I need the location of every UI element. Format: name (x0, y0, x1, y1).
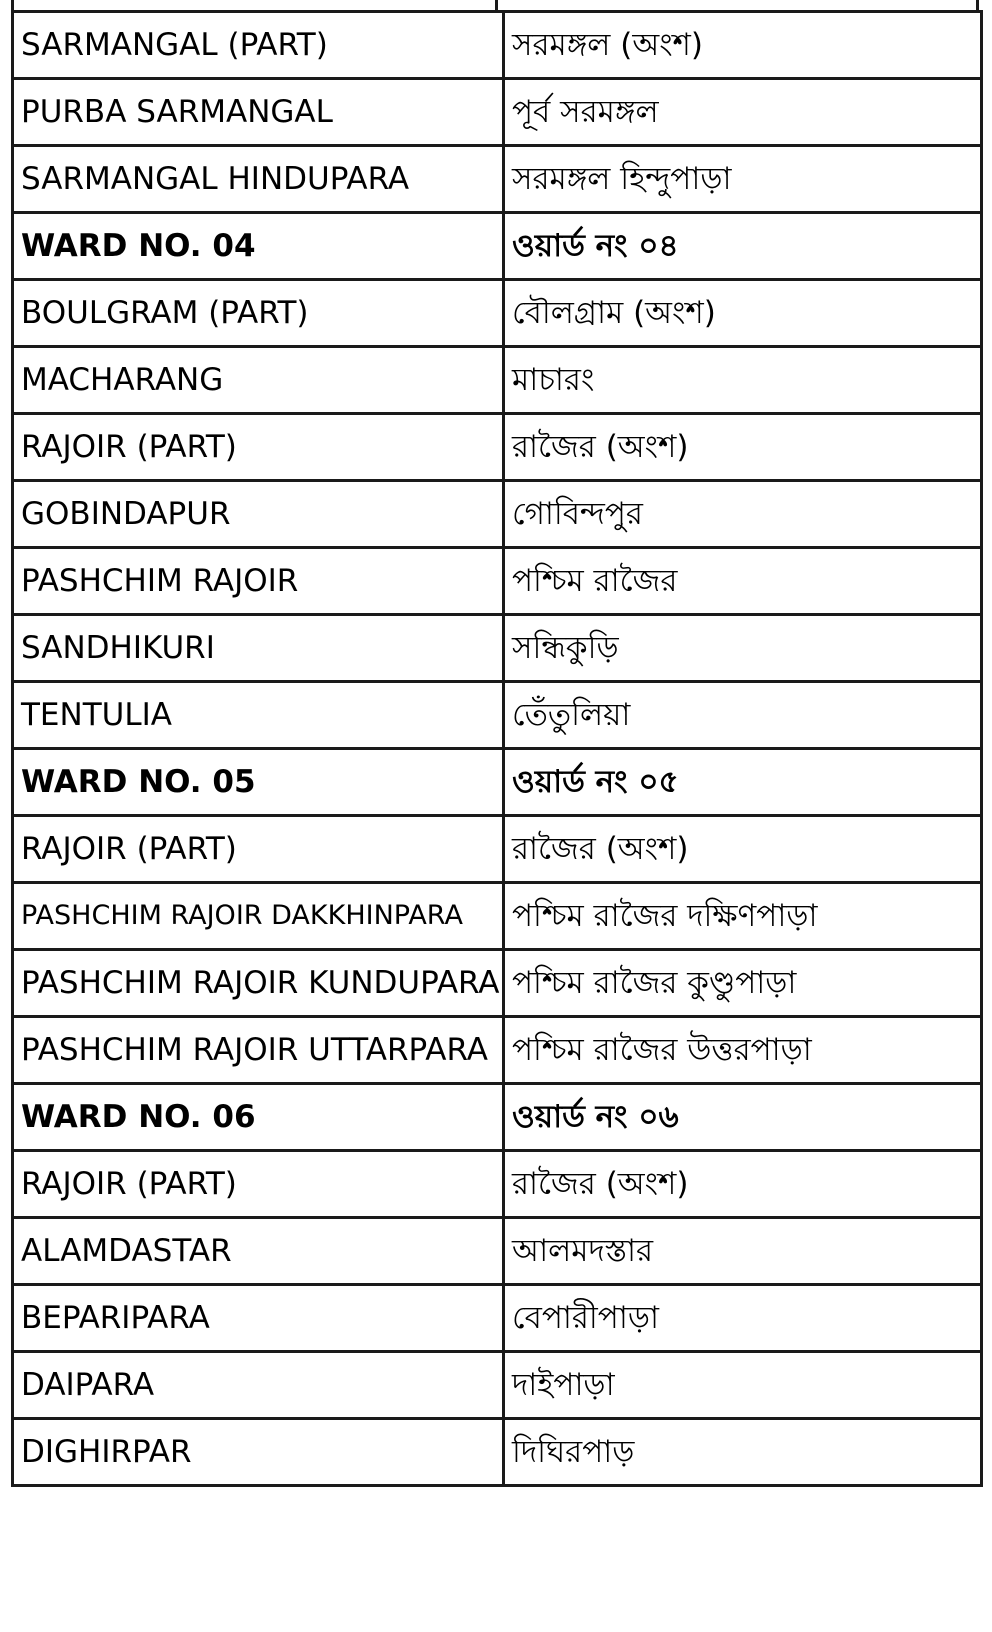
english-name-cell: RAJOIR (PART) (13, 414, 504, 481)
table-row (13, 414, 982, 481)
table-row (13, 950, 982, 1017)
bengali-name-cell: ওয়ার্ড নং ০৫ (504, 749, 982, 816)
english-name-cell: RAJOIR (PART) (13, 1151, 504, 1218)
table-row (13, 682, 982, 749)
bengali-name-cell: রাজৈর (অংশ) (504, 816, 982, 883)
table-row (13, 816, 982, 883)
bengali-name-cell: ওয়ার্ড নং ০৪ (504, 213, 982, 280)
column-rule-right (976, 0, 979, 10)
bengali-name-cell: পশ্চিম রাজৈর (504, 548, 982, 615)
english-name-cell: GOBINDAPUR (13, 481, 504, 548)
table-row (13, 615, 982, 682)
ward-header-row (13, 213, 982, 280)
bengali-name-cell: মাচারং (504, 347, 982, 414)
table-row (13, 12, 982, 79)
english-name-cell: PASHCHIM RAJOIR (13, 548, 504, 615)
english-name-cell: SANDHIKURI (13, 615, 504, 682)
bengali-name-cell: সরমঙ্গল (অংশ) (504, 12, 982, 79)
place-name-table (11, 10, 983, 1487)
table-row (13, 883, 982, 950)
bengali-name-cell: তেঁতুলিয়া (504, 682, 982, 749)
bengali-name-cell: বৌলগ্রাম (অংশ) (504, 280, 982, 347)
table-row (13, 347, 982, 414)
english-name-cell: PASHCHIM RAJOIR UTTARPARA (13, 1017, 504, 1084)
english-name-cell: WARD NO. 04 (13, 213, 504, 280)
english-name-cell: BOULGRAM (PART) (13, 280, 504, 347)
column-rule-middle (495, 0, 498, 10)
bengali-name-cell: পশ্চিম রাজৈর কুণ্ডুপাড়া (504, 950, 982, 1017)
table-row (13, 1218, 982, 1285)
table-row (13, 146, 982, 213)
table-row (13, 548, 982, 615)
bengali-name-cell: গোবিন্দপুর (504, 481, 982, 548)
bengali-name-cell: সন্ধিকুড়ি (504, 615, 982, 682)
bengali-name-cell: রাজৈর (অংশ) (504, 414, 982, 481)
table-top-fragment (0, 0, 992, 10)
english-name-cell: ALAMDASTAR (13, 1218, 504, 1285)
bengali-name-cell: দাইপাড়া (504, 1352, 982, 1419)
bengali-name-cell: দিঘিরপাড় (504, 1419, 982, 1486)
ward-header-row (13, 1084, 982, 1151)
english-name-cell: WARD NO. 06 (13, 1084, 504, 1151)
english-name-cell: TENTULIA (13, 682, 504, 749)
bengali-name-cell: বেপারীপাড়া (504, 1285, 982, 1352)
english-name-cell: DIGHIRPAR (13, 1419, 504, 1486)
table-body (13, 12, 982, 1486)
english-name-cell: SARMANGAL (PART) (13, 12, 504, 79)
table-row (13, 1285, 982, 1352)
english-name-cell: PURBA SARMANGAL (13, 79, 504, 146)
bengali-name-cell: পশ্চিম রাজৈর উত্তরপাড়া (504, 1017, 982, 1084)
bengali-name-cell: ওয়ার্ড নং ০৬ (504, 1084, 982, 1151)
table-row (13, 1017, 982, 1084)
english-name-cell: PASHCHIM RAJOIR KUNDUPARA (13, 950, 504, 1017)
table-row (13, 1419, 982, 1486)
english-name-cell: SARMANGAL HINDUPARA (13, 146, 504, 213)
column-rule-left (11, 0, 14, 10)
table-row (13, 280, 982, 347)
english-name-cell: RAJOIR (PART) (13, 816, 504, 883)
table-row (13, 481, 982, 548)
english-name-cell: PASHCHIM RAJOIR DAKKHINPARA (13, 883, 504, 950)
table-row (13, 1151, 982, 1218)
bengali-name-cell: পূর্ব সরমঙ্গল (504, 79, 982, 146)
bengali-name-cell: রাজৈর (অংশ) (504, 1151, 982, 1218)
english-name-cell: DAIPARA (13, 1352, 504, 1419)
english-name-cell: MACHARANG (13, 347, 504, 414)
english-name-cell: BEPARIPARA (13, 1285, 504, 1352)
bengali-name-cell: পশ্চিম রাজৈর দক্ষিণপাড়া (504, 883, 982, 950)
bengali-name-cell: সরমঙ্গল হিন্দুপাড়া (504, 146, 982, 213)
table-row (13, 79, 982, 146)
table-row (13, 1352, 982, 1419)
english-name-cell: WARD NO. 05 (13, 749, 504, 816)
ward-header-row (13, 749, 982, 816)
bengali-name-cell: আলমদস্তার (504, 1218, 982, 1285)
